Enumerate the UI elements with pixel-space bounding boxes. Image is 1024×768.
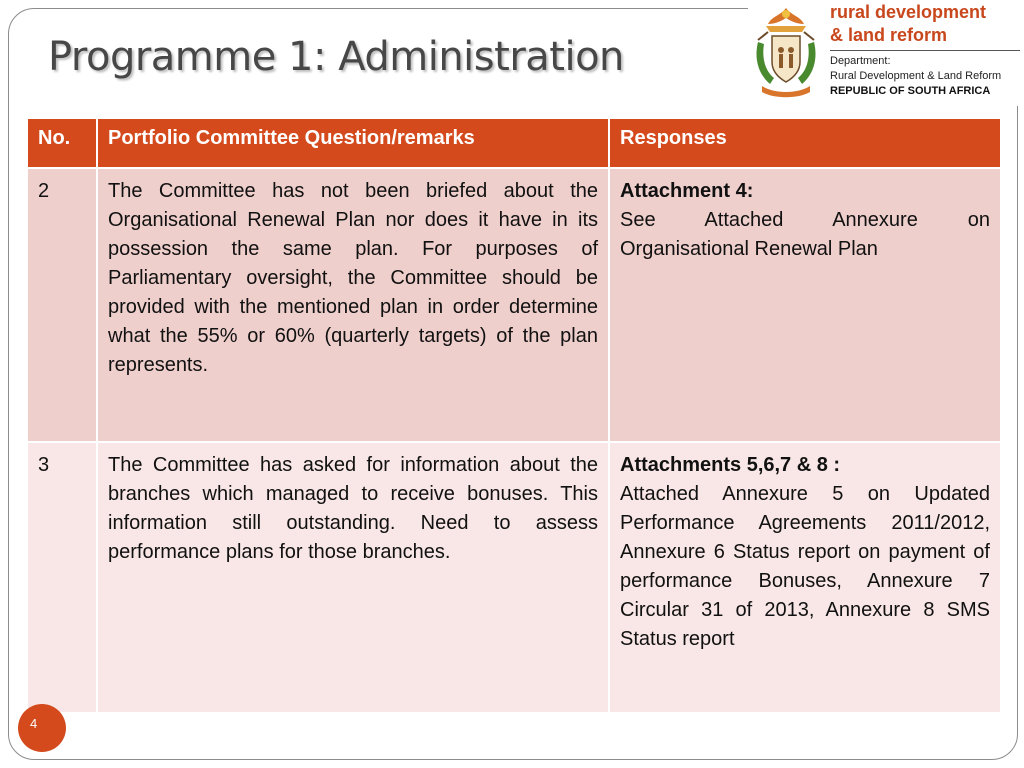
page-number: 4 xyxy=(30,716,38,731)
header-no: No. xyxy=(27,118,97,168)
brand-line-1: rural development xyxy=(830,2,987,22)
country-name: REPUBLIC OF SOUTH AFRICA xyxy=(830,85,991,97)
response-title: Attachments 5,6,7 & 8 : xyxy=(620,454,841,476)
response-title: Attachment 4: xyxy=(620,180,754,202)
committee-table xyxy=(26,117,1000,714)
brand-line-2: & land reform xyxy=(830,25,948,45)
coat-of-arms-icon xyxy=(750,2,822,100)
logo-divider xyxy=(830,50,1020,51)
dept-name: Rural Development & Land Reform xyxy=(830,70,1002,82)
table-header-row xyxy=(27,118,1001,168)
row-number: 2 xyxy=(27,168,97,442)
response-cell xyxy=(609,168,1001,442)
question-cell: The Committee has not been briefed about the Organisational Renewal Plan nor does it have in its possession the same plan. For purposes of Parliamentary oversight, the Committee should be provided with the mentioned plan in order determine what the 55% or 60% (quarterly targets) of the plan represents. xyxy=(97,168,609,442)
response-text: Attached Annexure 5 on Updated Performance Agreements 2011/2012, Annexure 6 Status report on payment of performance Bonuses, Annexure 7 Circular 31 of 2013, Annexure 8 SMS Status report xyxy=(620,483,990,650)
page-number-badge xyxy=(18,704,66,752)
department-logo xyxy=(748,0,1024,106)
table-row xyxy=(27,442,1001,713)
slide-title: Programme 1: Administration xyxy=(48,34,624,80)
header-responses: Responses xyxy=(609,118,1001,168)
response-cell xyxy=(609,442,1001,713)
header-question: Portfolio Committee Question/remarks xyxy=(97,118,609,168)
response-text: See Attached Annexure on Organisational Renewal Plan xyxy=(620,209,990,260)
table-row xyxy=(27,168,1001,442)
dept-label: Department: xyxy=(830,55,891,67)
row-number: 3 xyxy=(27,442,97,713)
question-cell: The Committee has asked for information about the branches which managed to receive bonuses. This information still outstanding. Need to assess performance plans for those branches. xyxy=(97,442,609,713)
